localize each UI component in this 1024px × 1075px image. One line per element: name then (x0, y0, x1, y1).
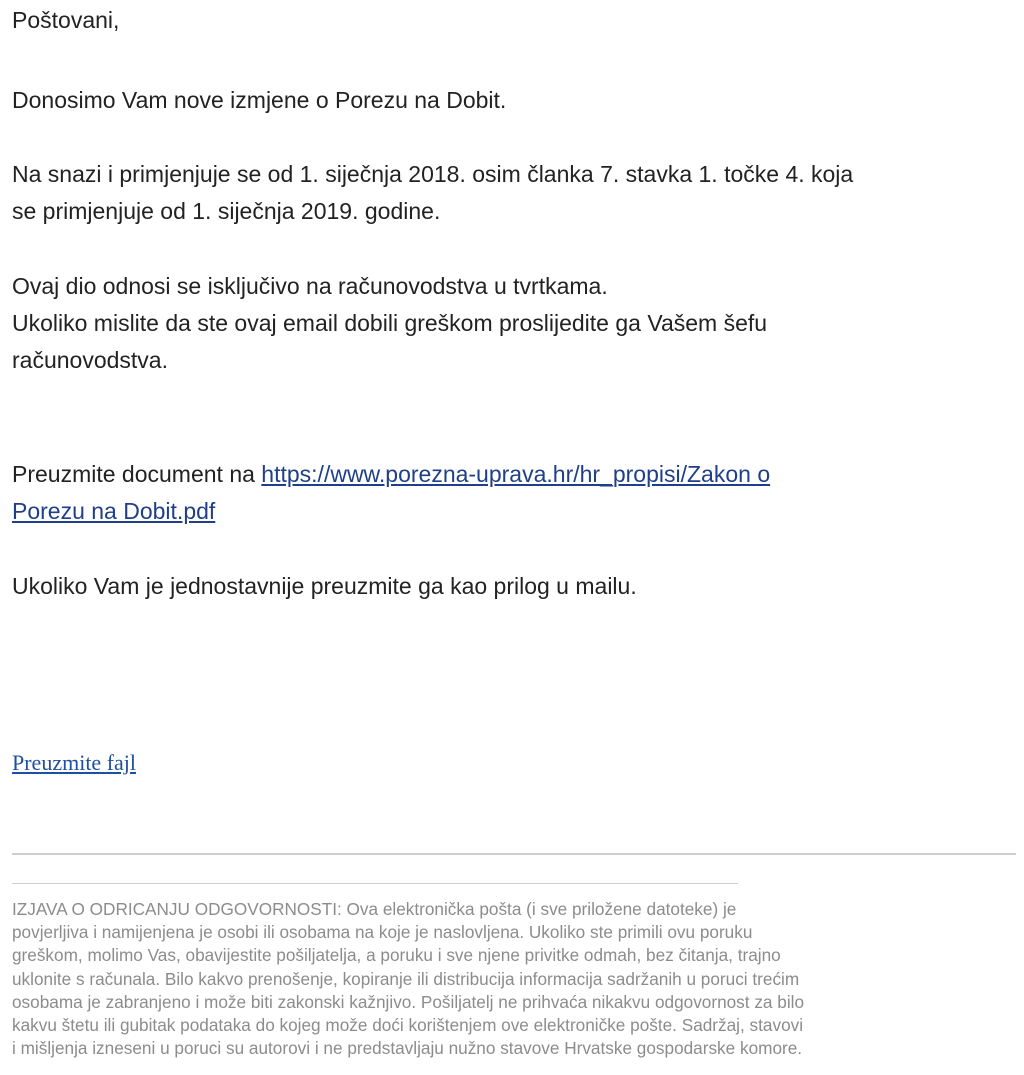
download-line (12, 493, 1016, 530)
download-prefix: Preuzmite document na (12, 461, 262, 487)
download-paragraph (12, 456, 1016, 530)
validity-paragraph (12, 156, 1016, 230)
download-file-link[interactable]: Preuzmite fajl (12, 750, 137, 775)
document-url-link-continued[interactable]: Porezu na Dobit.pdf (12, 498, 216, 524)
scope-paragraph (12, 268, 1016, 379)
disclaimer-block (12, 898, 1016, 1060)
disclaimer-line: IZJAVA O ODRICANJU ODGOVORNOSTI: Ova elektronička pošta (i sve priložene datoteke) je (12, 899, 737, 919)
disclaimer-line: povjerljiva i namijenjena je osobi ili osobama na koje je naslovljena. Ukoliko ste primili ovu poruku (12, 922, 753, 943)
disclaimer-line: osobama je zabranjeno i može biti zakonski kažnjivo. Pošiljatelj ne prihvaća nikakvu odgovornost za bilo (12, 991, 805, 1012)
document-url-link[interactable]: https://www.porezna-uprava.hr/hr_propisi/Zakon o (261, 461, 771, 487)
disclaimer-line: greškom, molimo Vas, obavijestite pošiljatelja, a poruku i sve njene privitke odmah, bez čitanja, trajno (12, 945, 781, 966)
disclaimer-line: uklonite s računala. Bilo kakvo prenošenje, kopiranje ili distribucija informacija sadržanih u poruci trećim (12, 968, 800, 989)
scope-line: Ovaj dio odnosi se isključivo na računovodstva u tvrtkama. (12, 273, 608, 299)
disclaimer-line: i mišljenja izneseni u poruci su autorovi i ne predstavljaju nužno stavove Hrvatske gospodarske komore. (12, 1038, 803, 1059)
download-line (12, 456, 1016, 493)
disclaimer-divider (12, 883, 738, 884)
validity-line: Na snazi i primjenjuje se od 1. siječnja 2018. osim članka 7. stavka 1. točke 4. koja (12, 161, 854, 187)
intro-paragraph: Donosimo Vam nove izmjene o Porezu na Dobit. (12, 87, 507, 113)
attachment-note: Ukoliko Vam je jednostavnije preuzmite ga kao prilog u mailu. (12, 573, 637, 599)
scope-line: Ukoliko mislite da ste ovaj email dobili greškom proslijedite ga Vašem šefu (12, 310, 768, 336)
signature-divider (12, 853, 1016, 855)
disclaimer-line: kakvu štetu ili gubitak podataka do kojeg može doći korištenjem ove elektroničke pošte. Sadržaj, stavovi (12, 1015, 804, 1036)
scope-line: računovodstva. (12, 347, 168, 373)
greeting: Poštovani, (12, 7, 120, 33)
validity-line: se primjenjuje od 1. siječnja 2019. godine. (12, 198, 441, 224)
